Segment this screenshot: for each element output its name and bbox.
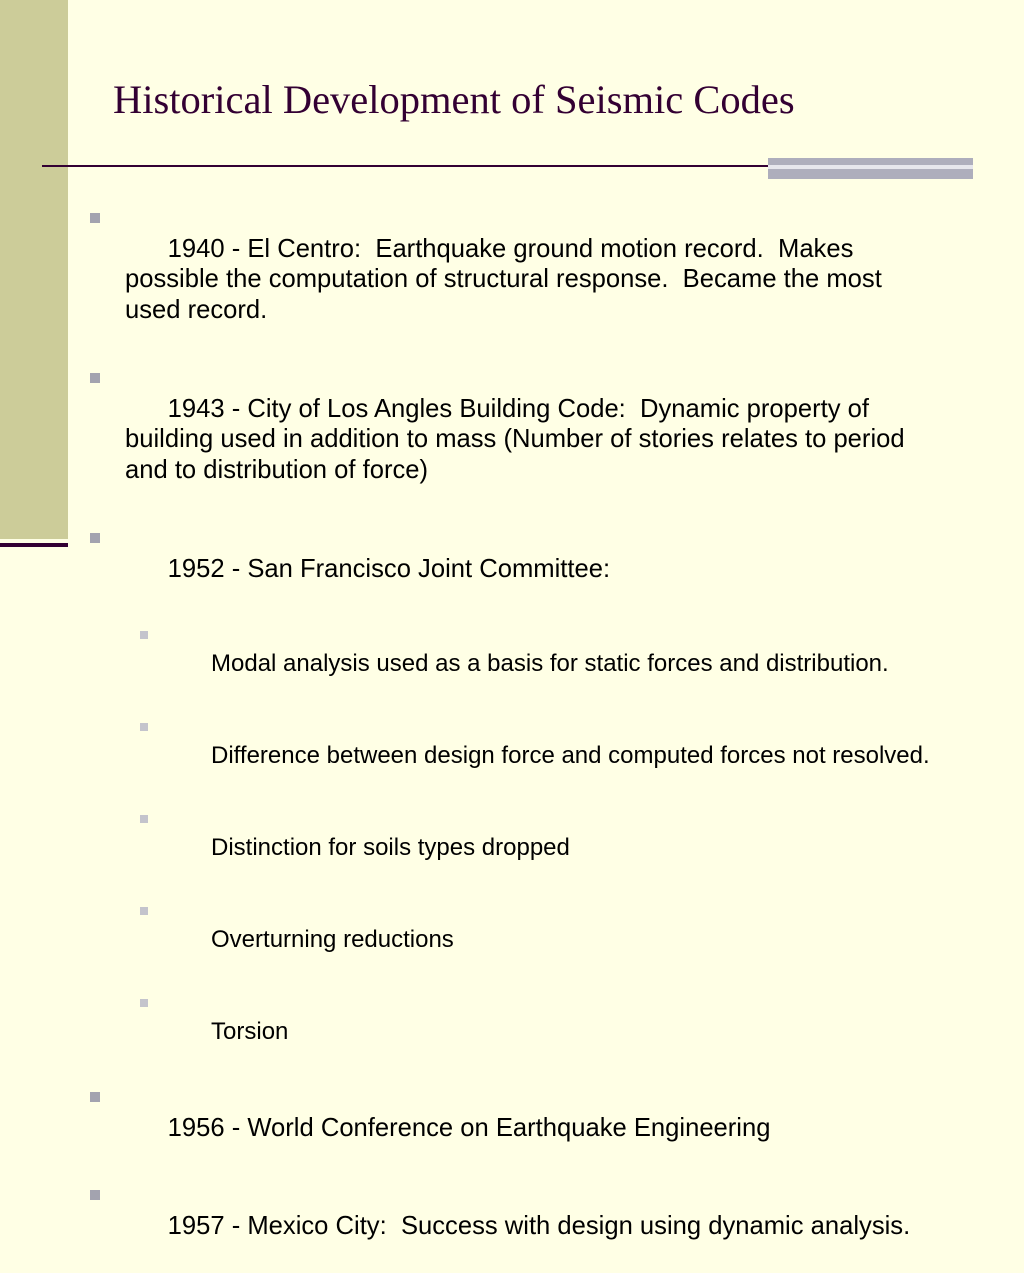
- bullet-text: 1956 - World Conference on Earthquake Engineering: [167, 1113, 771, 1142]
- divider-block-stripe: [768, 165, 973, 169]
- square-bullet-icon: [140, 723, 148, 731]
- bullet-text: 1957 - Mexico City: Success with design using dynamic analysis.: [167, 1212, 911, 1241]
- sub-bullet-item: [171, 805, 943, 891]
- bullet-item: [125, 523, 943, 615]
- sub-bullet-text: Modal analysis used as a basis for static forces and distribution.: [211, 649, 889, 677]
- slide-title: Historical Development of Seismic Codes: [113, 77, 795, 122]
- bullet-item: [125, 203, 943, 357]
- bullet-item: [125, 1180, 943, 1272]
- sub-bullet-item: [171, 989, 943, 1075]
- left-accent-rule: [0, 543, 68, 547]
- bullet-text: 1952 - San Francisco Joint Committee:: [167, 554, 611, 583]
- title-divider-line: [42, 165, 769, 167]
- square-bullet-icon: [90, 1092, 100, 1102]
- sub-bullet-text: Overturning reductions: [211, 925, 454, 953]
- slide-body: [125, 203, 943, 1273]
- square-bullet-icon: [140, 631, 148, 639]
- left-accent-bar: [0, 0, 68, 539]
- sub-bullet-item: [171, 713, 943, 799]
- square-bullet-icon: [140, 815, 148, 823]
- square-bullet-icon: [90, 213, 100, 223]
- sub-bullet-item: [171, 621, 943, 707]
- sub-bullet-item: [171, 897, 943, 983]
- sub-bullet-text: Distinction for soils types dropped: [211, 833, 570, 861]
- square-bullet-icon: [140, 999, 148, 1007]
- square-bullet-icon: [90, 1190, 100, 1200]
- title-divider-block: [768, 158, 973, 179]
- bullet-text: 1943 - City of Los Angles Building Code: Dynamic property of building used in addition to mass (Number of stories relates to period and to distribution of force): [125, 394, 912, 485]
- square-bullet-icon: [90, 533, 100, 543]
- bullet-item: [125, 1082, 943, 1174]
- sub-bullet-text: Torsion: [211, 1017, 289, 1045]
- bullet-text: 1940 - El Centro: Earthquake ground motion record. Makes possible the computation of structural response. Became the most used record.: [125, 234, 889, 325]
- sub-bullet-text: Difference between design force and computed forces not resolved.: [211, 741, 930, 769]
- square-bullet-icon: [140, 907, 148, 915]
- square-bullet-icon: [90, 373, 100, 383]
- bullet-item: [125, 363, 943, 517]
